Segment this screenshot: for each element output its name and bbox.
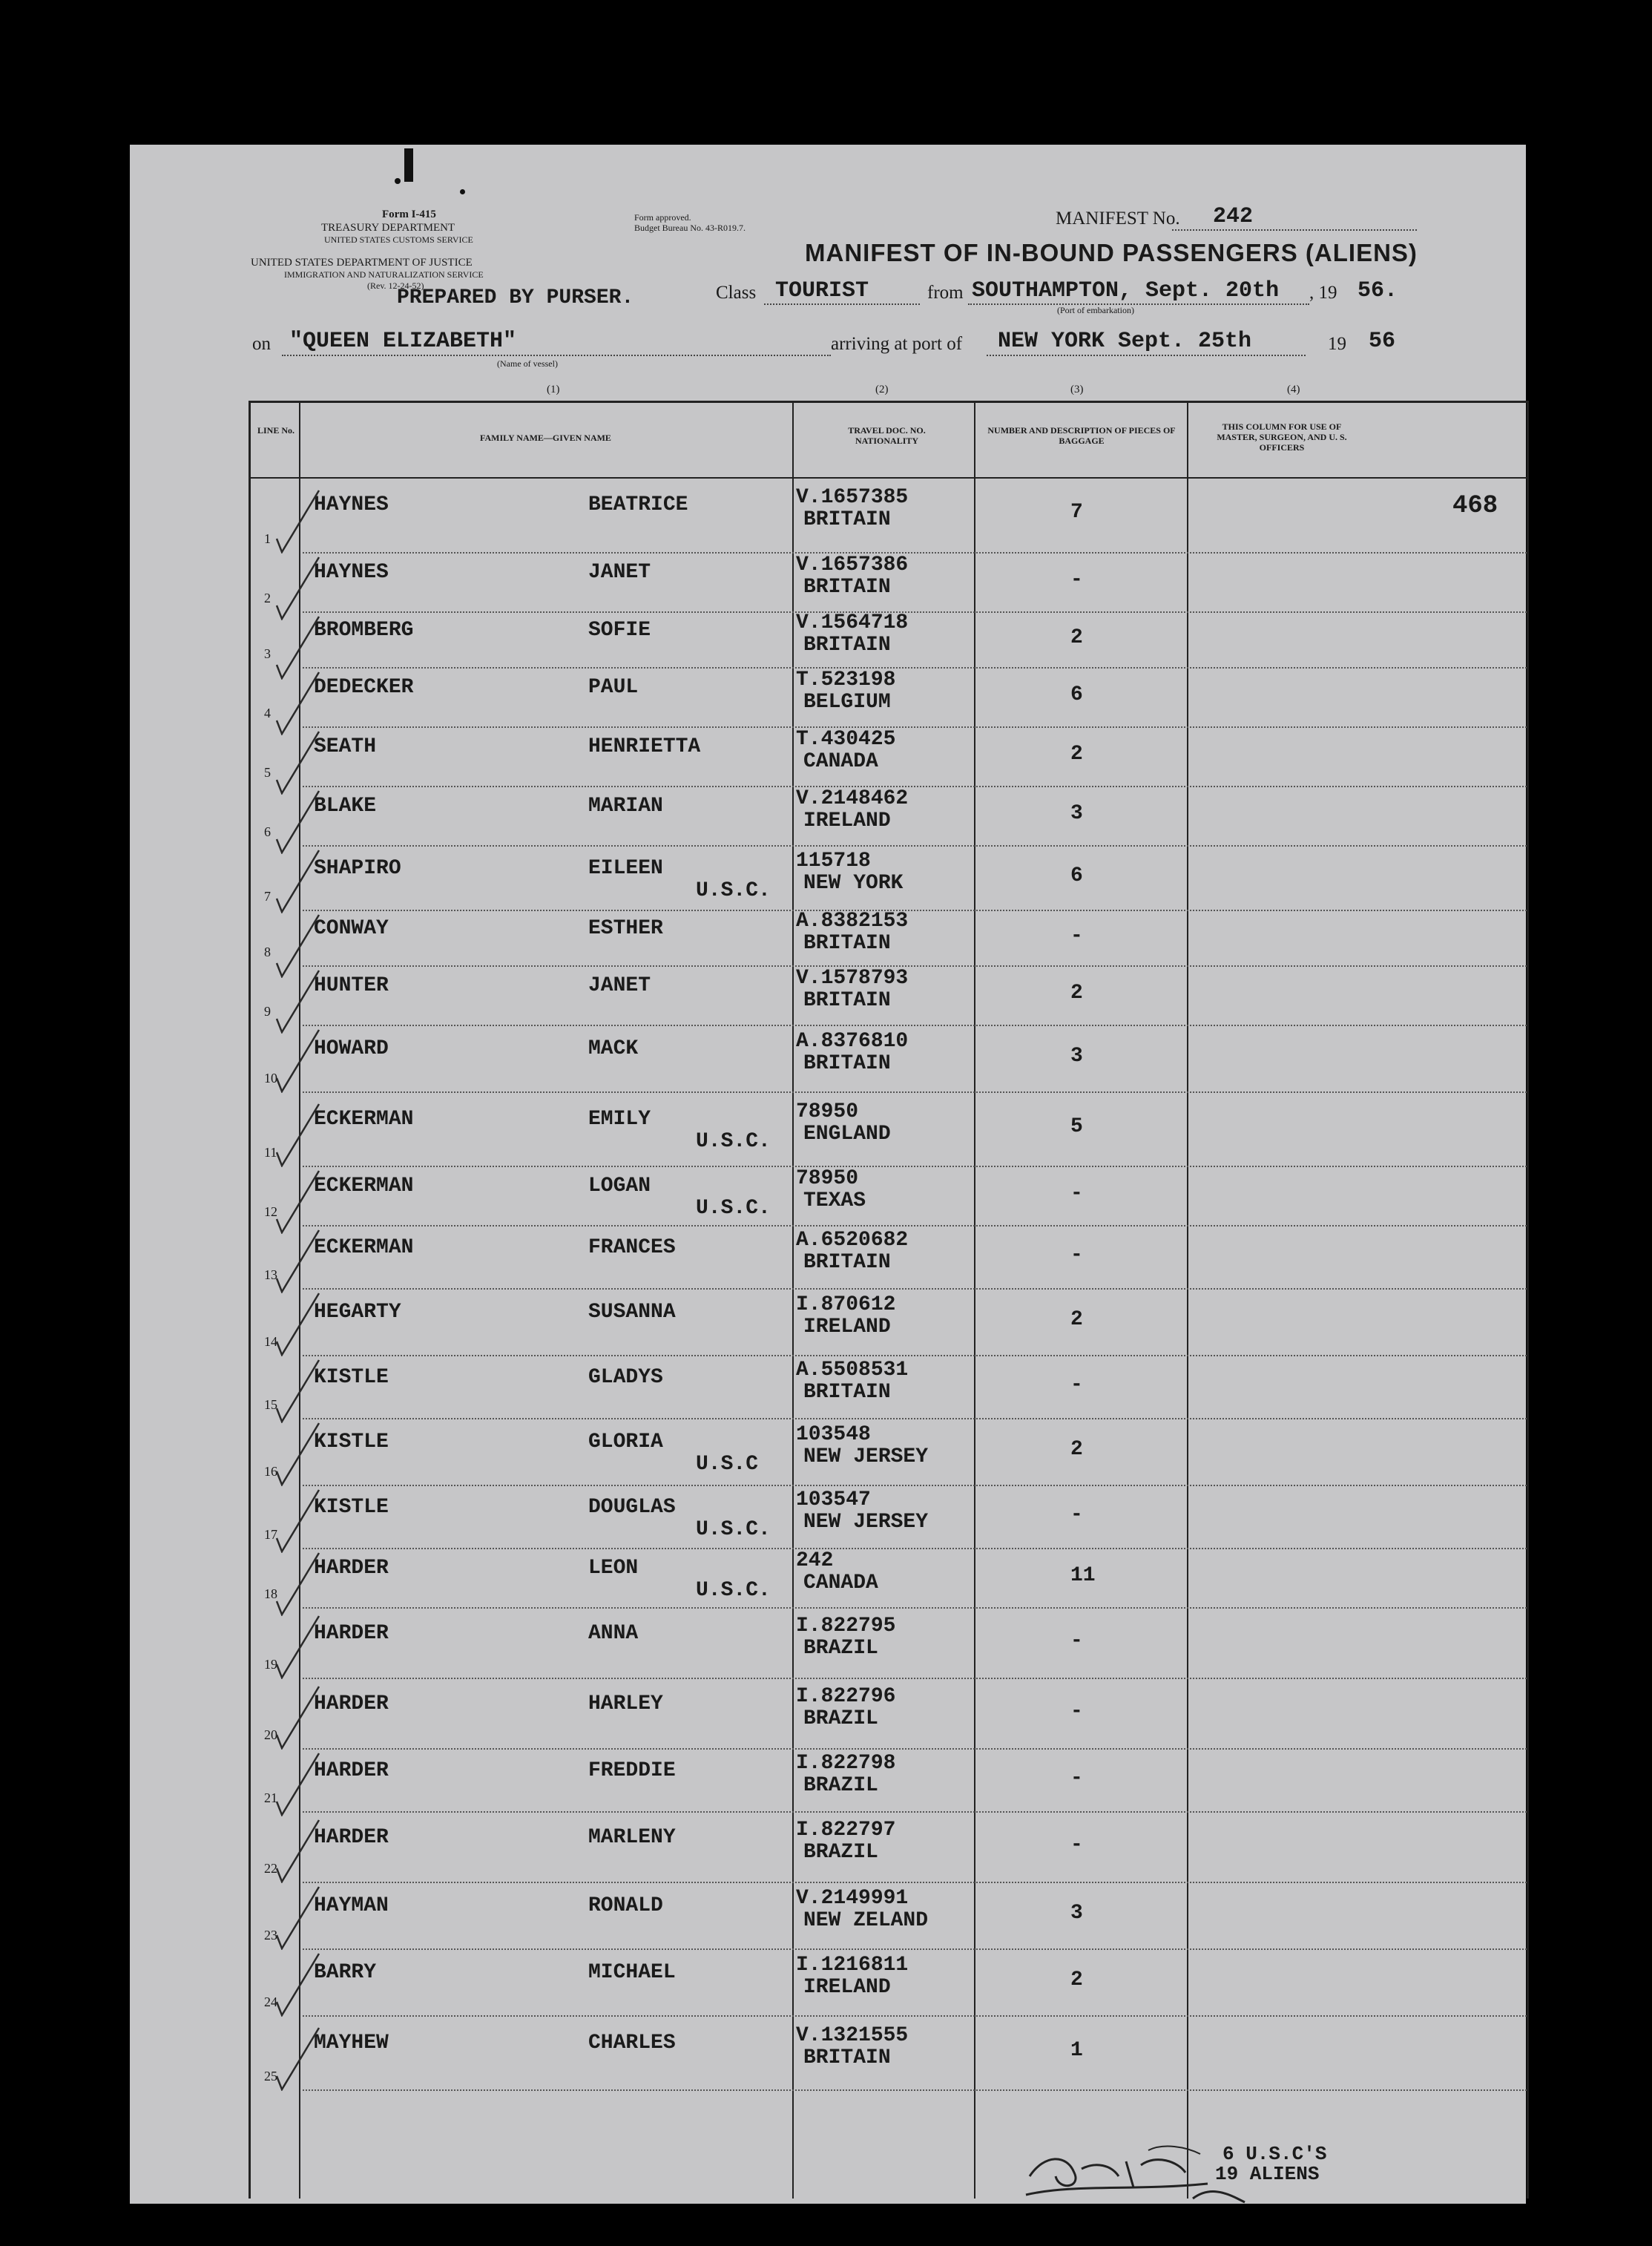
manifest-label: MANIFEST No. xyxy=(1056,208,1180,229)
table-row xyxy=(251,1609,1527,1679)
citizen-mark: U.S.C xyxy=(696,1453,759,1476)
table-row xyxy=(251,1356,1527,1419)
line-number: 25 xyxy=(264,2069,277,2084)
nationality: IRELAND xyxy=(803,1316,891,1339)
total-usc: 6 U.S.C'S xyxy=(1222,2143,1327,2165)
manifest-number-line xyxy=(1172,229,1417,231)
line-number: 5 xyxy=(264,765,271,780)
header-baggage: NUMBER AND DESCRIPTION OF PIECES OF BAGGAGE xyxy=(987,425,1176,446)
on-label: on xyxy=(252,334,271,354)
arrival-line xyxy=(987,355,1306,356)
baggage-count: 2 xyxy=(1070,1308,1083,1331)
revision: (Rev. 12-24-52) xyxy=(367,280,424,291)
family-name: HAYMAN xyxy=(314,1894,389,1917)
baggage-count: 7 xyxy=(1070,500,1083,524)
line-number: 13 xyxy=(264,1267,277,1282)
citizen-mark: U.S.C. xyxy=(696,1579,771,1602)
nationality: BRITAIN xyxy=(803,576,891,599)
form-number: Form I-415 xyxy=(382,208,436,220)
customs-service: UNITED STATES CUSTOMS SERVICE xyxy=(324,234,473,245)
baggage-count: 3 xyxy=(1070,1902,1083,1925)
given-name: MARLENY xyxy=(588,1825,676,1849)
header-name: FAMILY NAME—GIVEN NAME xyxy=(480,433,611,443)
baggage-count: - xyxy=(1070,924,1083,948)
officer-note: 468 xyxy=(1452,491,1498,520)
travel-doc-number: I.822798 xyxy=(796,1751,896,1775)
nationality: BRITAIN xyxy=(803,1250,891,1274)
line-number: 21 xyxy=(264,1790,277,1805)
officer-signature xyxy=(1015,2132,1312,2213)
table-row xyxy=(251,2017,1527,2091)
check-mark-icon xyxy=(273,1683,325,1750)
manifest-page xyxy=(130,145,1526,2204)
check-mark-icon xyxy=(273,1612,325,1679)
given-name: FREDDIE xyxy=(588,1759,676,1782)
baggage-count: - xyxy=(1070,1699,1083,1723)
nationality: BRITAIN xyxy=(803,1380,891,1404)
given-name: HENRIETTA xyxy=(588,735,701,758)
class-label: Class xyxy=(716,283,757,303)
table-row xyxy=(251,477,1527,554)
table-row xyxy=(251,613,1527,669)
family-name: CONWAY xyxy=(314,916,389,940)
nationality: BRITAIN xyxy=(803,931,891,955)
check-mark-icon xyxy=(273,1750,325,1816)
baggage-count: 5 xyxy=(1070,1115,1083,1138)
line-number: 19 xyxy=(264,1657,277,1672)
given-name: MARIAN xyxy=(588,795,663,818)
travel-doc-number: I.1216811 xyxy=(796,1954,909,1977)
baggage-count: 1 xyxy=(1070,2039,1083,2062)
nationality: ENGLAND xyxy=(803,1123,891,1146)
given-name: SUSANNA xyxy=(588,1301,676,1324)
family-name: SEATH xyxy=(314,735,377,758)
family-name: HARDER xyxy=(314,1759,389,1782)
line-number: 14 xyxy=(264,1334,277,1349)
given-name: EMILY xyxy=(588,1108,651,1131)
given-name: CHARLES xyxy=(588,2032,676,2055)
table-row xyxy=(251,1750,1527,1813)
baggage-count: 3 xyxy=(1070,1045,1083,1068)
baggage-count: 2 xyxy=(1070,625,1083,649)
budget-bureau: Budget Bureau No. 43-R019.7. xyxy=(634,223,746,233)
family-name: ECKERMAN xyxy=(314,1235,414,1259)
travel-doc-number: T.430425 xyxy=(796,728,896,751)
baggage-count: - xyxy=(1070,1833,1083,1856)
table-row xyxy=(251,787,1527,847)
check-mark-icon xyxy=(273,1026,325,1093)
line-number: 6 xyxy=(264,824,271,839)
table-row xyxy=(251,1950,1527,2017)
check-mark-icon xyxy=(273,1356,325,1423)
nationality: CANADA xyxy=(803,750,878,773)
header-line-no: LINE No. xyxy=(257,425,294,436)
column-3-number: (3) xyxy=(1070,384,1084,395)
table-row xyxy=(251,1026,1527,1093)
nationality: BRAZIL xyxy=(803,1707,878,1730)
given-name: SOFIE xyxy=(588,618,651,642)
baggage-count: - xyxy=(1070,1503,1083,1526)
vessel-line xyxy=(282,355,831,356)
treasury-department: TREASURY DEPARTMENT xyxy=(321,222,455,234)
check-mark-icon xyxy=(273,1883,325,1950)
given-name: MACK xyxy=(588,1037,639,1060)
family-name: HOWARD xyxy=(314,1037,389,1060)
given-name: LEON xyxy=(588,1557,639,1580)
family-name: HEGARTY xyxy=(314,1301,401,1324)
check-mark-icon xyxy=(273,1549,325,1616)
total-aliens: 19 ALIENS xyxy=(1215,2163,1320,2185)
given-name: ESTHER xyxy=(588,916,663,940)
embarkation-caption: (Port of embarkation) xyxy=(1057,305,1134,315)
nationality: BRAZIL xyxy=(803,1636,878,1660)
given-name: GLADYS xyxy=(588,1365,663,1389)
nationality: NEW YORK xyxy=(803,871,904,895)
table-row xyxy=(251,1227,1527,1290)
given-name: LOGAN xyxy=(588,1175,651,1198)
given-name: DOUGLAS xyxy=(588,1495,676,1519)
nationality: BELGIUM xyxy=(803,691,891,714)
given-name: JANET xyxy=(588,561,651,584)
baggage-count: 2 xyxy=(1070,743,1083,766)
baggage-count: - xyxy=(1070,1766,1083,1790)
given-name: PAUL xyxy=(588,676,639,699)
passenger-table xyxy=(249,401,1529,2199)
nationality: BRITAIN xyxy=(803,989,891,1012)
table-row xyxy=(251,728,1527,787)
baggage-count: 2 xyxy=(1070,1438,1083,1461)
travel-doc-number: 242 xyxy=(796,1549,834,1572)
nationality: NEW ZELAND xyxy=(803,1909,929,1932)
table-row xyxy=(251,1883,1527,1950)
header-officer-column: THIS COLUMN FOR USE OF MASTER, SURGEON, AND U. S. OFFICERS xyxy=(1217,421,1347,453)
baggage-count: - xyxy=(1070,1243,1083,1267)
check-mark-icon xyxy=(273,1486,325,1553)
check-mark-icon xyxy=(273,1950,325,2017)
line-number: 23 xyxy=(264,1928,277,1943)
arrival-year-prefix: 19 xyxy=(1328,334,1346,354)
arrival-year: 56 xyxy=(1369,329,1396,354)
line-number: 1 xyxy=(264,531,271,546)
class-value: TOURIST xyxy=(775,278,869,303)
nationality: BRAZIL xyxy=(803,1773,878,1797)
scan-mark xyxy=(460,189,465,194)
table-row xyxy=(251,967,1527,1026)
family-name: HARDER xyxy=(314,1557,389,1580)
table-row xyxy=(251,554,1527,613)
line-number: 8 xyxy=(264,945,271,959)
baggage-count: 2 xyxy=(1070,982,1083,1005)
family-name: HARDER xyxy=(314,1621,389,1645)
family-name: BROMBERG xyxy=(314,618,414,642)
check-mark-icon xyxy=(273,1419,325,1486)
check-mark-icon xyxy=(273,2024,325,2091)
line-number: 12 xyxy=(264,1204,277,1219)
manifest-number: 242 xyxy=(1213,204,1254,229)
ins: IMMIGRATION AND NATURALIZATION SERVICE xyxy=(284,269,484,280)
travel-doc-number: T.523198 xyxy=(796,669,896,692)
line-number: 4 xyxy=(264,706,271,720)
travel-doc-number: 78950 xyxy=(796,1167,859,1190)
check-mark-icon xyxy=(273,847,325,913)
table-row xyxy=(251,1093,1527,1167)
family-name: HAYNES xyxy=(314,493,389,516)
column-4-number: (4) xyxy=(1287,384,1300,395)
travel-doc-number: I.822796 xyxy=(796,1684,896,1708)
table-row xyxy=(251,1813,1527,1883)
table-row xyxy=(251,911,1527,967)
from-value: SOUTHAMPTON, Sept. 20th xyxy=(972,278,1280,303)
line-number: 11 xyxy=(264,1145,277,1160)
citizen-mark: U.S.C. xyxy=(696,1130,771,1153)
header-travel-doc: TRAVEL DOC. NO. NATIONALITY xyxy=(848,425,926,446)
baggage-count: - xyxy=(1070,1182,1083,1205)
given-name: EILEEN xyxy=(588,856,663,880)
baggage-count: 6 xyxy=(1070,864,1083,887)
citizen-mark: U.S.C. xyxy=(696,1197,771,1220)
family-name: ECKERMAN xyxy=(314,1108,414,1131)
column-2-number: (2) xyxy=(875,384,889,395)
family-name: DEDECKER xyxy=(314,676,414,699)
arriving-label: arriving at port of xyxy=(831,334,963,354)
baggage-count: 6 xyxy=(1070,683,1083,706)
family-name: BARRY xyxy=(314,1961,377,1984)
department-of-justice: UNITED STATES DEPARTMENT OF JUSTICE xyxy=(251,257,473,269)
travel-doc-number: V.1657385 xyxy=(796,485,909,509)
travel-doc-number: 103548 xyxy=(796,1423,871,1446)
baggage-count: - xyxy=(1070,568,1083,591)
row-separator xyxy=(303,2089,1527,2091)
table-row xyxy=(251,1549,1527,1609)
column-1-number: (1) xyxy=(547,384,560,395)
travel-doc-number: V.2149991 xyxy=(796,1887,909,1910)
check-mark-icon xyxy=(273,1227,325,1293)
table-row xyxy=(251,1419,1527,1486)
nationality: BRITAIN xyxy=(803,508,891,531)
line-number: 18 xyxy=(264,1586,277,1601)
line-number: 15 xyxy=(264,1397,277,1412)
baggage-count: - xyxy=(1070,1629,1083,1652)
family-name: MAYHEW xyxy=(314,2032,389,2055)
nationality: TEXAS xyxy=(803,1189,866,1212)
citizen-mark: U.S.C. xyxy=(696,1517,771,1541)
given-name: BEATRICE xyxy=(588,493,688,516)
travel-doc-number: I.822797 xyxy=(796,1818,896,1842)
check-mark-icon xyxy=(273,1100,325,1167)
nationality: NEW JERSEY xyxy=(803,1445,929,1468)
family-name: BLAKE xyxy=(314,795,377,818)
given-name: JANET xyxy=(588,974,651,997)
manifest-title: MANIFEST OF IN-BOUND PASSENGERS (ALIENS) xyxy=(805,239,1418,266)
family-name: KISTLE xyxy=(314,1495,389,1519)
given-name: HARLEY xyxy=(588,1692,663,1715)
family-name: KISTLE xyxy=(314,1431,389,1454)
check-mark-icon xyxy=(273,669,325,735)
check-mark-icon xyxy=(273,1167,325,1234)
baggage-count: 2 xyxy=(1070,1968,1083,1991)
nationality: BRAZIL xyxy=(803,1840,878,1864)
given-name: GLORIA xyxy=(588,1431,663,1454)
from-label: from xyxy=(927,283,964,303)
check-mark-icon xyxy=(273,787,325,854)
table-row xyxy=(251,1486,1527,1549)
travel-doc-number: V.2148462 xyxy=(796,787,909,810)
family-name: ECKERMAN xyxy=(314,1175,414,1198)
line-number: 22 xyxy=(264,1861,277,1876)
class-line xyxy=(764,303,920,305)
form-approved: Form approved. xyxy=(634,212,691,223)
nationality: IRELAND xyxy=(803,810,891,833)
given-name: RONALD xyxy=(588,1894,663,1917)
family-name: HAYNES xyxy=(314,561,389,584)
line-number: 24 xyxy=(264,1994,277,2009)
line-number: 2 xyxy=(264,591,271,605)
family-name: HARDER xyxy=(314,1692,389,1715)
table-row xyxy=(251,1290,1527,1356)
nationality: NEW JERSEY xyxy=(803,1510,929,1534)
line-number: 16 xyxy=(264,1464,277,1479)
check-mark-icon xyxy=(273,1290,325,1356)
travel-doc-number: A.8376810 xyxy=(796,1030,909,1053)
line-number: 3 xyxy=(264,646,271,661)
scan-mark xyxy=(404,148,413,182)
travel-doc-number: V.1578793 xyxy=(796,967,909,990)
arrival-value: NEW YORK Sept. 25th xyxy=(998,329,1252,354)
nationality: BRITAIN xyxy=(803,1052,891,1075)
travel-doc-number: V.1657386 xyxy=(796,554,909,577)
family-name: KISTLE xyxy=(314,1365,389,1389)
nationality: IRELAND xyxy=(803,1976,891,1999)
given-name: MICHAEL xyxy=(588,1961,676,1984)
family-name: HUNTER xyxy=(314,974,389,997)
check-mark-icon xyxy=(273,728,325,795)
travel-doc-number: A.5508531 xyxy=(796,1358,909,1382)
family-name: SHAPIRO xyxy=(314,856,401,880)
table-row xyxy=(251,669,1527,728)
family-name: HARDER xyxy=(314,1825,389,1849)
given-name: FRANCES xyxy=(588,1235,676,1259)
given-name: ANNA xyxy=(588,1621,639,1645)
baggage-count: 3 xyxy=(1070,802,1083,825)
check-mark-icon xyxy=(273,1816,325,1883)
from-year: 56. xyxy=(1358,278,1398,303)
travel-doc-number: 115718 xyxy=(796,849,871,873)
line-number: 7 xyxy=(264,889,271,904)
travel-doc-number: I.870612 xyxy=(796,1293,896,1316)
table-row xyxy=(251,1167,1527,1227)
scan-mark xyxy=(395,178,401,184)
from-line xyxy=(968,303,1309,305)
vessel-name: "QUEEN ELIZABETH" xyxy=(289,329,517,354)
table-row xyxy=(251,847,1527,911)
check-mark-icon xyxy=(273,487,325,554)
line-number: 20 xyxy=(264,1727,277,1742)
line-number: 17 xyxy=(264,1527,277,1542)
travel-doc-number: V.1321555 xyxy=(796,2024,909,2047)
nationality: BRITAIN xyxy=(803,2046,891,2069)
travel-doc-number: V.1564718 xyxy=(796,611,909,634)
table-row xyxy=(251,1679,1527,1750)
travel-doc-number: 103547 xyxy=(796,1488,871,1511)
prepared-by: PREPARED BY PURSER. xyxy=(397,286,634,309)
check-mark-icon xyxy=(273,967,325,1034)
from-year-prefix: , 19 xyxy=(1309,283,1337,303)
baggage-count: - xyxy=(1070,1373,1083,1396)
vessel-caption: (Name of vessel) xyxy=(497,358,558,369)
baggage-count: 11 xyxy=(1070,1564,1096,1587)
nationality: BRITAIN xyxy=(803,633,891,657)
nationality: CANADA xyxy=(803,1572,878,1595)
check-mark-icon xyxy=(273,554,325,620)
line-number: 9 xyxy=(264,1004,271,1019)
travel-doc-number: 78950 xyxy=(796,1100,859,1123)
travel-doc-number: A.8382153 xyxy=(796,909,909,933)
line-number: 10 xyxy=(264,1071,277,1086)
travel-doc-number: I.822795 xyxy=(796,1614,896,1638)
citizen-mark: U.S.C. xyxy=(696,879,771,902)
travel-doc-number: A.6520682 xyxy=(796,1228,909,1252)
